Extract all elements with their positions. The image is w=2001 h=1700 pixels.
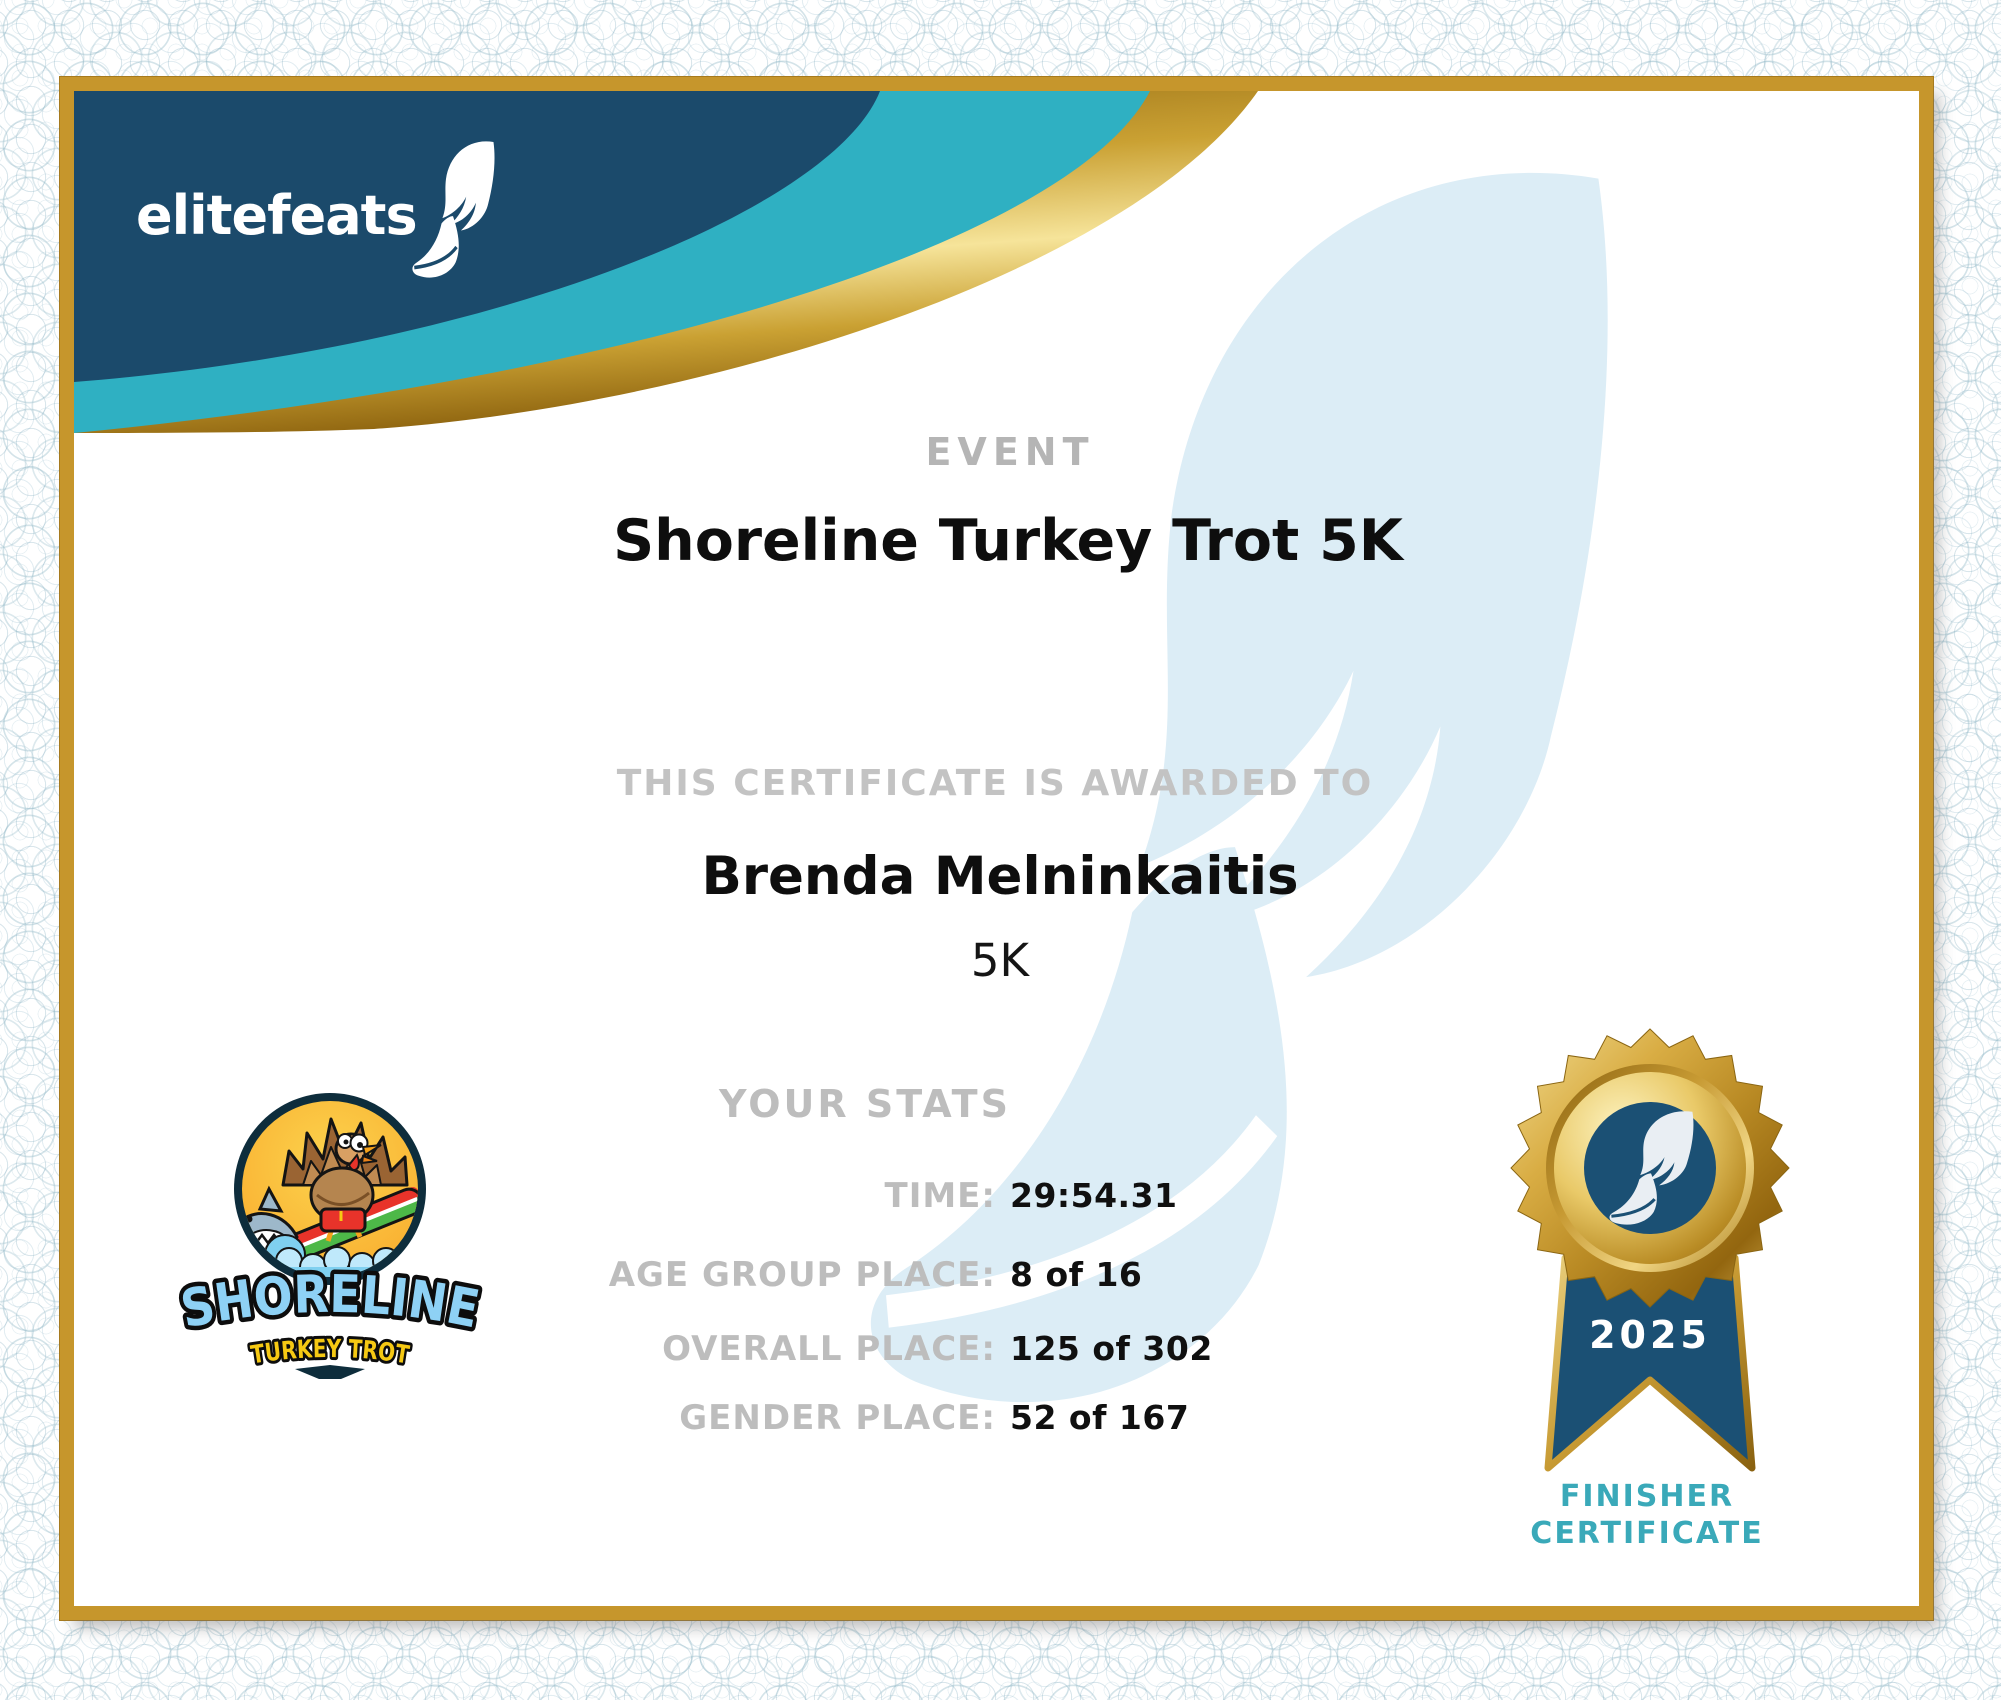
brand-wordmark: elitefeats xyxy=(136,184,417,247)
division-label: 5K xyxy=(970,934,1030,987)
finisher-caption-line1: FINISHER xyxy=(1559,1479,1735,1514)
shoreline-title-text: SHORELINE xyxy=(176,1264,489,1342)
stat-value: 52 of 167 xyxy=(1010,1398,1190,1437)
stat-label: OVERALL PLACE: xyxy=(662,1329,996,1369)
winged-foot-icon xyxy=(409,140,497,284)
stat-value: 8 of 16 xyxy=(1010,1255,1143,1294)
stat-value: 29:54.31 xyxy=(1010,1176,1178,1215)
shoreline-turkey-trot-logo xyxy=(165,1077,495,1387)
stat-row-gender-place xyxy=(374,1398,1324,1442)
awarded-label: THIS CERTIFICATE IS AWARDED TO xyxy=(616,763,1374,804)
stat-row-time xyxy=(374,1176,1324,1220)
stat-row-age-group-place xyxy=(374,1255,1324,1299)
stat-value: 125 of 302 xyxy=(1010,1329,1213,1368)
certificate-body xyxy=(74,91,1919,1606)
brand-logo xyxy=(136,140,497,284)
stat-label: TIME: xyxy=(884,1176,996,1216)
gold-frame xyxy=(60,77,1933,1620)
finisher-caption-line2: CERTIFICATE xyxy=(1530,1516,1764,1551)
stat-row-overall-place xyxy=(374,1329,1324,1373)
badge-year: 2025 xyxy=(1589,1313,1711,1357)
shoreline-subtitle-text: TURKEY TROT xyxy=(248,1333,415,1370)
finisher-badge xyxy=(1500,1018,1800,1478)
event-label: EVENT xyxy=(925,430,1095,474)
stats-heading: YOUR STATS xyxy=(719,1082,1011,1126)
recipient-name: Brenda Melninkaitis xyxy=(701,846,1299,907)
stat-label: AGE GROUP PLACE: xyxy=(608,1255,996,1295)
stat-label: GENDER PLACE: xyxy=(679,1398,996,1438)
logo-pennant xyxy=(295,1365,365,1379)
event-name: Shoreline Turkey Trot 5K xyxy=(613,508,1403,574)
finisher-caption xyxy=(1427,1478,1867,1552)
